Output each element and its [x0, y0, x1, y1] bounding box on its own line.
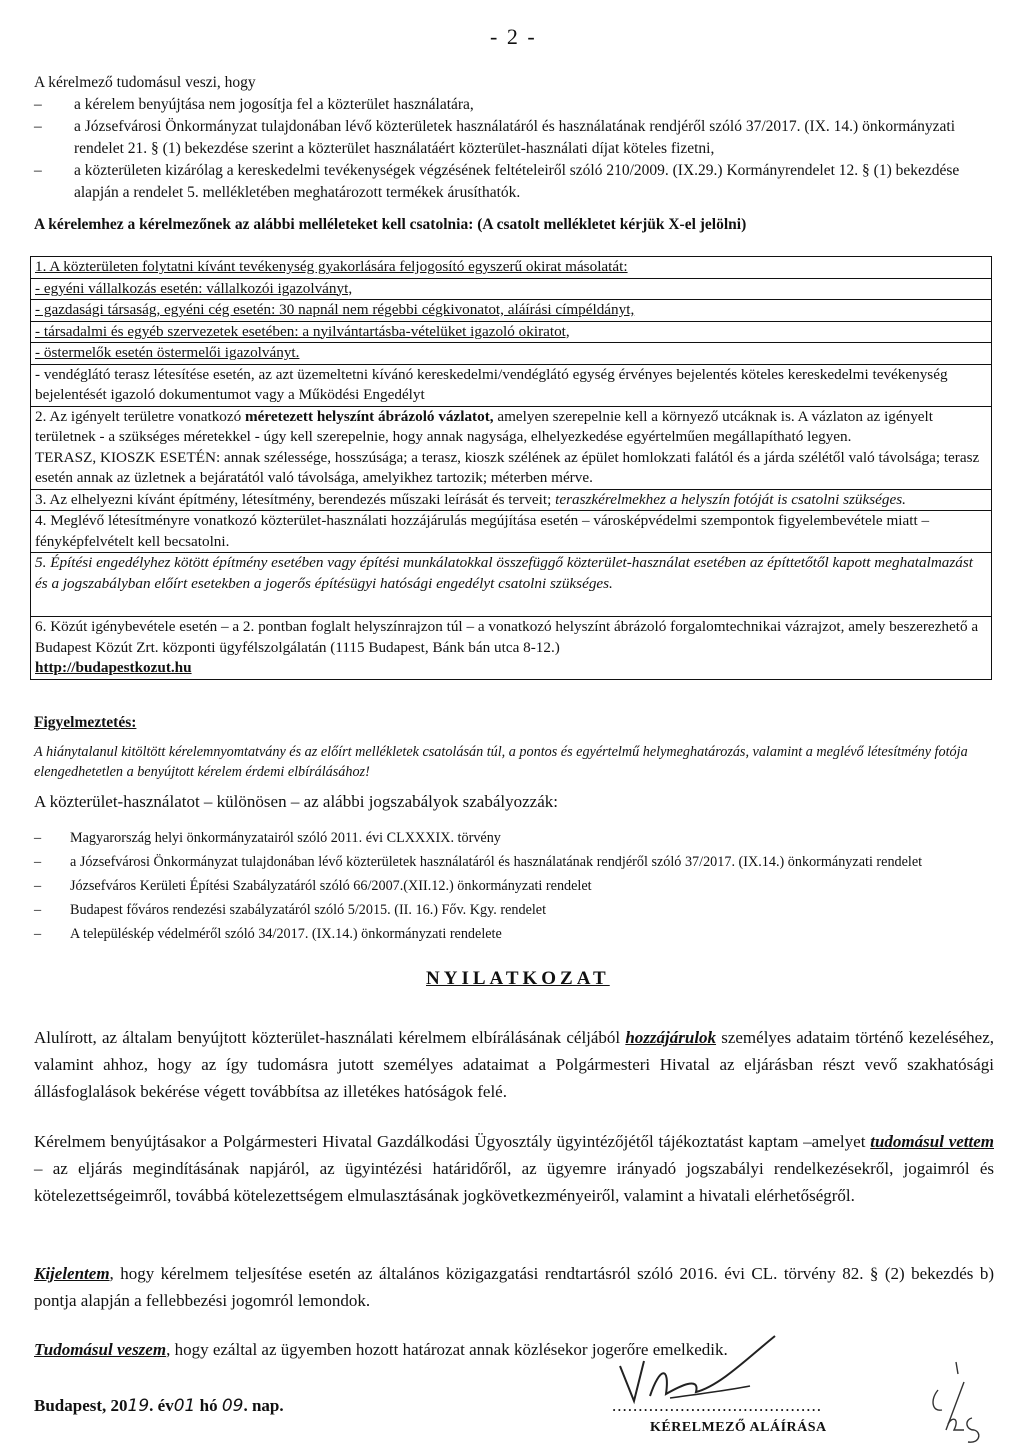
declaration-paragraph-consent: Alulírott, az általam benyújtott közterület-használati kérelmem elbírálásának céljából hozzájárulok személyes adataim történő kezeléséhez, valamint ahhoz, hogy az így tudomásra jutott személyes adataimat a Polgármesteri Hivatal az eljárásban részt vevő szakhatósági állásfoglalások bekérése végett továbbítsa az illetékes hatóságok felé. — [34, 1028, 994, 1101]
attachments-title: A kérelemhez a kérelmezőnek az alábbi melléleteket kell csatolnia: (A csatolt mellékletet kérjük X-el jelölni) — [34, 216, 747, 233]
list-item: – Budapest főváros rendezési szabályzatáról szóló 5/2015. (II. 16.) Főv. Kgy. rendelet — [34, 902, 547, 918]
attachment-row-road[interactable]: 6. Közút igénybevétele esetén – a 2. pontban foglalt helyszínrajzon túl – a vonatkozó helyszínt ábrázoló forgalomtechnikai vázrajzot, amely beszerezhető a Budapest Közút Zrt. központi ügyfélszolgálatán (1115 Budapest, Bánk bán utca 8-12.) http://budapestkozut.hu — [35, 618, 979, 676]
day-field[interactable]: 09 — [221, 1396, 244, 1416]
attachments-table — [30, 256, 992, 680]
attachment-row-building-permit[interactable]: 5. Építési engedélyhez kötött építmény esetében vagy építési munkálatokkal összefüggő közterület-használat esetében az építtetőtől kapott meghatalmazást és a jogszabályban előírt esetekben a jogerős építésügyi hatósági engedélyt csatolni szükséges. — [31, 553, 991, 617]
attachment-row[interactable]: 1. A közterületen folytatni kívánt tevékenység gyakorlására feljogosító egyszerű okirat másolatát: — [31, 257, 991, 279]
intro-lead: A kérelmező tudomásul veszi, hogy — [34, 74, 256, 91]
attachment-row-photo[interactable]: 4. Meglévő létesítményre vonatkozó közterület-használati hozzájárulás megújítása esetén – városképvédelmi szempontok figyelembevétele miatt – fényképfelvételt kell becsatolni. — [31, 511, 991, 553]
intro-item — [34, 94, 994, 116]
signature-label: KÉRELMEZŐ ALÁÍRÁSA — [650, 1420, 827, 1435]
laws-list — [34, 826, 974, 946]
place-date-line: Budapest, 2019. év01 hó 09. nap. — [34, 1396, 284, 1416]
attachment-row[interactable]: - egyéni vállalkozás esetén: vállalkozói igazolványt, — [31, 279, 991, 301]
intro-item-text: a kérelem benyújtása nem jogosítja fel a közterület használatára, — [74, 96, 474, 113]
list-item: – Józsefváros Kerületi Építési Szabályzatáról szóló 66/2007.(XII.12.) önkormányzati rendelet — [34, 878, 592, 894]
attachment-row[interactable]: - östermelők esetén östermelői igazolványt. — [31, 343, 991, 365]
intro-item-text: a Józsefvárosi Önkormányzat tulajdonában lévő közterületek használatáról és használatának rendjéről szóló 37/2017. (IX. 14.) önkormányzati rendelet 21. § (1) bekezdése szerint a közterület használatáért közterület-használati díjat köteles fizetni, — [74, 118, 956, 157]
attachment-row[interactable]: - vendéglátó terasz létesítése esetén, az azt üzemeltetni kívánó kereskedelmi/vendéglátó egység érvényes bejelentés köteles kereskedelmi tevékenység bejelentését igazoló dokumentumot vagy a Működési Engedélyt — [31, 365, 991, 407]
laws-heading: A közterület-használatot – különösen – az alábbi jogszabályok szabályozzák: — [34, 792, 558, 811]
attachment-row[interactable]: - gazdasági társaság, egyéni cég esetén: 30 napnál nem régebbi cégkivonatot, aláírási címpéldányt, — [31, 300, 991, 322]
dash-marker: – — [34, 118, 42, 135]
budapestkozut-link[interactable]: http://budapestkozut.hu — [35, 659, 192, 676]
list-item: – A településkép védelméről szóló 34/2017. (IX.14.) önkormányzati rendelete — [34, 926, 502, 942]
intro-item — [34, 160, 994, 204]
list-item: – Magyarország helyi önkormányzatairól szóló 2011. évi CLXXXIX. törvény — [34, 830, 501, 846]
warning-text: A hiánytalanul kitöltött kérelemnyomtatvány és az előírt mellékletek csatolásán túl, a pontos és egyértelmű helymeghatározás, valamint a meglévő létesítmény fotója elengedhetetlen a benyújtott kérelem érdemi elbírálásához! — [34, 744, 968, 780]
intro-item-text: a közterületen kizárólag a kereskedelmi tevékenységek végzésének feltételeiről szóló 210/2009. (IX.29.) Kormányrendelet 12. § (1) bekezdése alapján a rendelet 5. mellékletében meghatározott termékek árusíthatók. — [74, 162, 960, 201]
month-field[interactable]: 01 — [173, 1396, 196, 1416]
year-field[interactable]: 19 — [127, 1396, 150, 1416]
declaration-paragraph-information: Kérelmem benyújtásakor a Polgármesteri Hivatal Gazdálkodási Ügyosztály ügyintézőjétől tájékoztatást kaptam –amelyet tudomásul vettem – az eljárás megindításának napjáról, az ügyintézési határidőről, az ügyemre irányadó jogszabályi rendelkezésekről, jogaimról és kötelezettségeimről, továbbá kötelezettségem elmulasztásának jogkövetkezményeiről, valamint a hivatali elérhetőségről. — [34, 1132, 994, 1205]
signature-line: ........................................ — [612, 1396, 822, 1415]
attachment-row-sketch[interactable]: 2. Az igényelt területre vonatkozó méretezett helyszínt ábrázoló vázlatot, amelyen szerepelnie kell a környező utcáknak is. A vázlaton az igényelt területnek - a szükséges méretekkel - úgy kell szerepelnie, hogy annak nagysága, elhelyezkedése egyértelműen megállapítható legyen. TERASZ, KIOSZK ESETÉN: annak szélessége, hosszúsága; a terasz, kioszk szélének az épület homlokzati falától és a járda szélétől való távolsága; terasz esetén annak az üzletnek a bejáratától való távolsága, amelyikhez tartozik; méterben mérve. — [31, 407, 991, 490]
declaration-paragraph-finality: Tudomásul veszem, hogy ezáltal az ügyemben hozott határozat annak közlésekor jogerőre emelkedik. — [34, 1340, 728, 1359]
dash-marker: – — [34, 96, 42, 113]
declaration-paragraph-appeal: Kijelentem, hogy kérelmem teljesítése esetén az általános közigazgatási rendtartásról szóló 2016. évi CL. törvény 82. § (2) bekezdés b) pontja alapján a fellebbezési jogomról lemondok. — [34, 1264, 994, 1310]
handwritten-page-mark — [924, 1360, 994, 1445]
attachment-row-plans[interactable]: 3. Az elhelyezni kívánt építmény, létesítmény, berendezés műszaki leírását és terveit; teraszkérelmekhez a helyszín fotóját is csatolni szükséges. — [31, 490, 991, 512]
warning-title: Figyelmeztetés: — [34, 714, 137, 731]
declaration-title: NYILATKOZAT — [426, 968, 610, 989]
intro-item — [34, 116, 994, 160]
attachment-row[interactable]: - társadalmi és egyéb szervezetek esetében: a nyilvántartásba-vételüket igazoló okiratot, — [31, 322, 991, 344]
dash-marker: – — [34, 162, 42, 179]
intro-section — [34, 72, 994, 204]
page-number: - 2 - — [490, 24, 537, 49]
list-item: – a Józsefvárosi Önkormányzat tulajdonában lévő közterületek használatáról és használatának rendjéről szóló 37/2017. (IX.14.) önkormányzati rendelet — [34, 854, 923, 870]
